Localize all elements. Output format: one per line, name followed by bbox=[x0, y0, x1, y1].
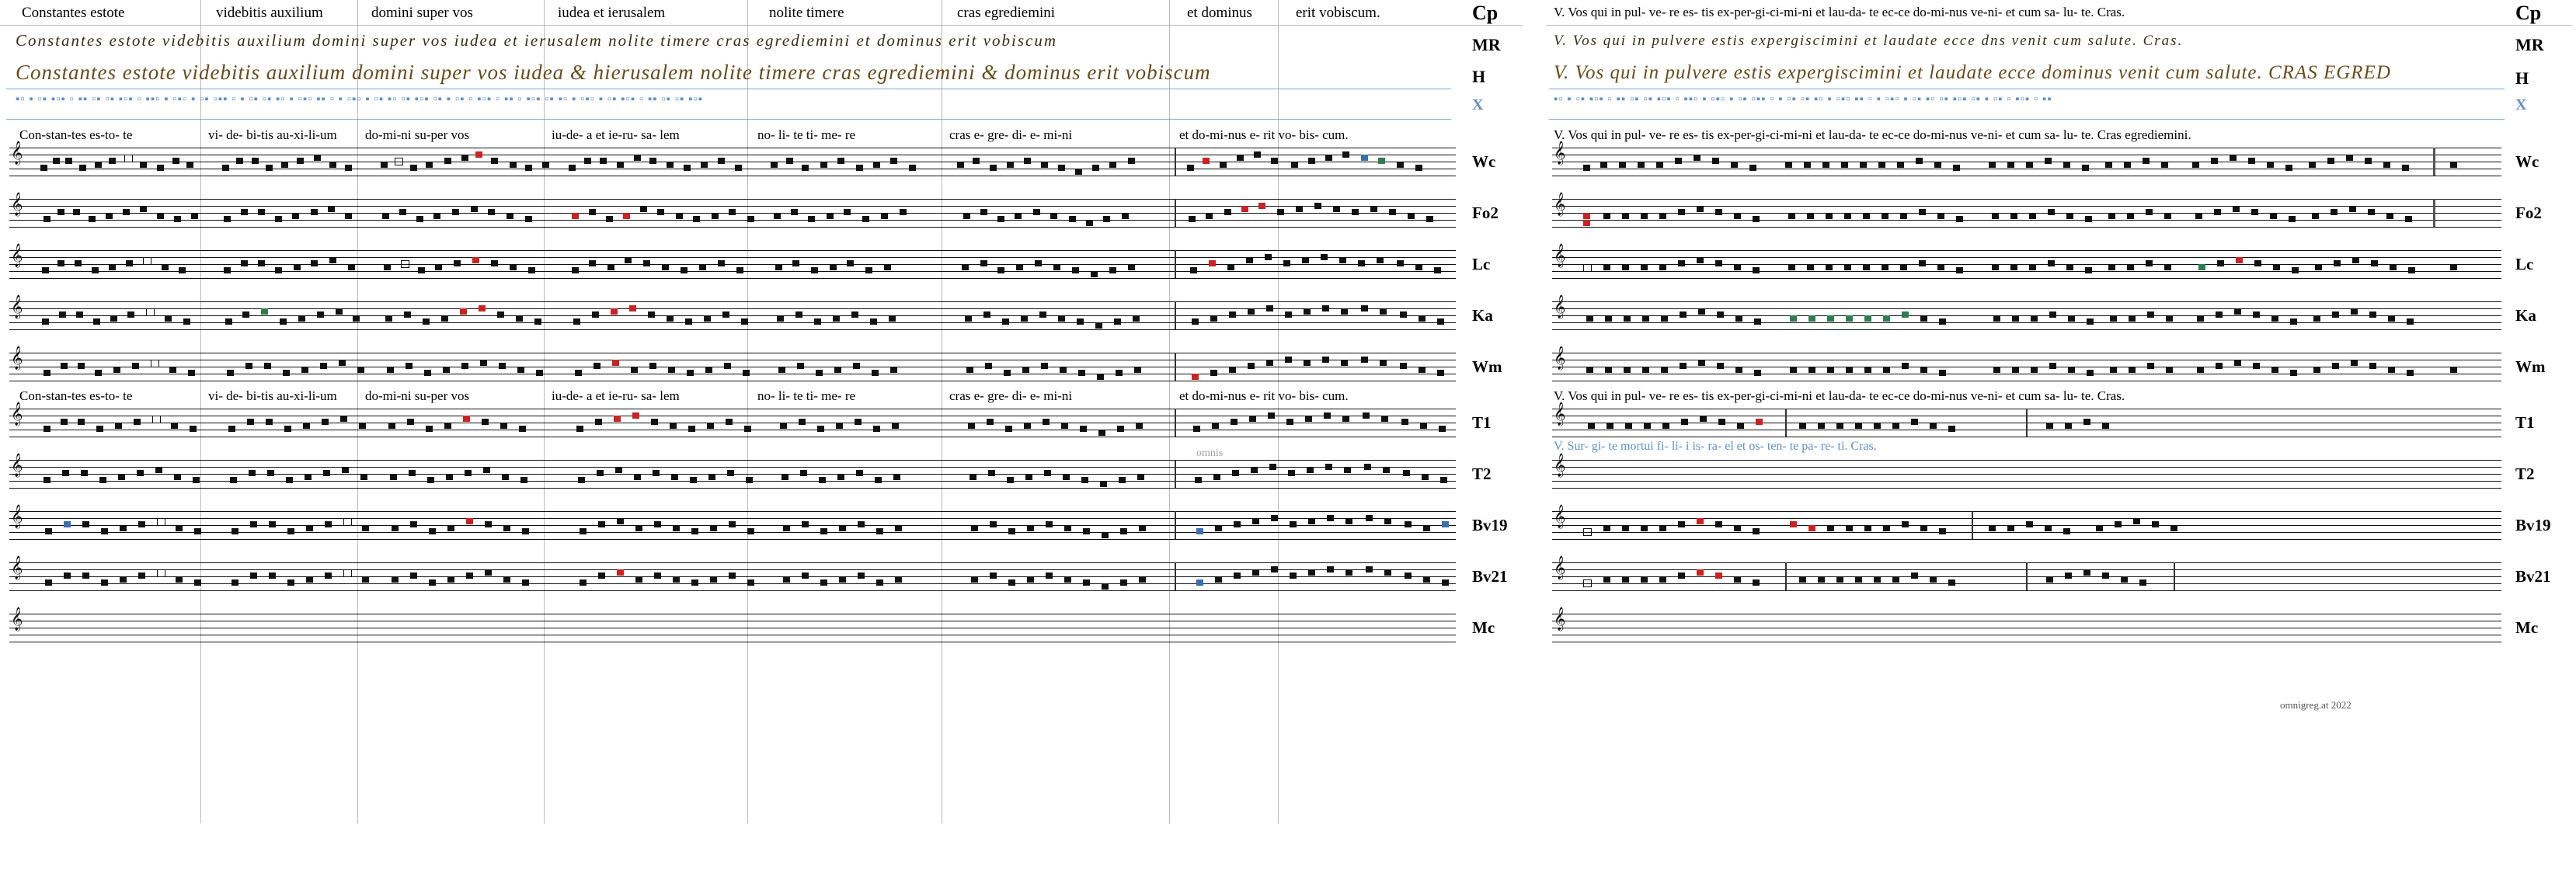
staff-t2-right bbox=[1552, 454, 2501, 488]
incipit-5: nolite timere bbox=[769, 5, 844, 21]
row-label-wc: Wc bbox=[1472, 152, 1496, 171]
row-label-mr-right: MR bbox=[2515, 35, 2544, 54]
clef-icon: 𝄞 bbox=[1554, 607, 1566, 631]
h-script-line: Constantes estote videbitis auxilium domini super vos iudea & hierusalem nolite timere cras egrediemini & dominus erit vobiscum bbox=[16, 61, 1211, 84]
barline bbox=[2026, 409, 2028, 437]
footer-credit: omnigreg.at 2022 bbox=[2280, 699, 2351, 711]
staff-mc-right bbox=[1552, 607, 2501, 642]
syllables-mid-4: iu-de- a et ie-ru- sa- lem bbox=[552, 388, 680, 403]
verse-syllables-t1: V. Vos qui in pul- ve- re es- tis ex-per-gi-ci-mi-ni et lau-da- te ec-ce do-mi-nus ve-ni- et cum sa- lu- te. Cras. bbox=[1554, 388, 2125, 403]
row-label-mc-right: Mc bbox=[2515, 618, 2539, 637]
row-label-ka: Ka bbox=[1472, 306, 1493, 325]
syllables-mid-5: no- li- te ti- me- re bbox=[757, 388, 856, 403]
clef-icon: 𝄞 bbox=[1554, 505, 1566, 528]
clef-icon: 𝄞 bbox=[11, 193, 23, 216]
row-label-t2-right: T2 bbox=[2515, 465, 2535, 483]
syllables-mid-7: et do-mi-nus e- rit vo- bis- cum. bbox=[1179, 388, 1349, 403]
staff-wc-right bbox=[1552, 141, 2501, 176]
syllables-top-1: Con-stan-tes es-to- te bbox=[19, 127, 133, 142]
clef-icon: 𝄞 bbox=[1554, 402, 1566, 426]
barline bbox=[2433, 148, 2435, 176]
clef-icon: 𝄞 bbox=[11, 244, 23, 267]
verse-incipit: V. Vos qui in pul- ve- re es- tis ex-per-gi-ci-mi-ni et lau-da- te ec-ce do-mi-nus ve-ni- et cum sa- lu- te. Cras. bbox=[1554, 5, 2125, 19]
barline bbox=[1175, 409, 1176, 437]
staff-bv19-right bbox=[1552, 505, 2501, 539]
row-label-h: H bbox=[1472, 67, 1486, 86]
staff-wc bbox=[9, 141, 1456, 176]
cp-label-left: Cp bbox=[1472, 2, 1499, 24]
row-label-lc: Lc bbox=[1472, 255, 1491, 273]
clef-icon: 𝄞 bbox=[1554, 556, 1566, 579]
clef-icon: 𝄞 bbox=[1554, 454, 1566, 477]
syllables-mid-6: cras e- gre- di- e- mi-ni bbox=[949, 388, 1073, 403]
staff-bv21 bbox=[9, 556, 1456, 590]
mr-script-line-right: V. Vos qui in pulvere estis expergiscimini et laudate ecce dns venit cum salute. Cras. bbox=[1554, 33, 2184, 49]
staff-t1-right bbox=[1552, 402, 2501, 437]
syllables-mid-1: Con-stan-tes es-to- te bbox=[19, 388, 133, 403]
syllables-top-3: do-mi-ni su-per vos bbox=[365, 127, 470, 142]
row-label-wc-right: Wc bbox=[2515, 152, 2539, 171]
staff-ka-right bbox=[1552, 295, 2501, 329]
staff-fo2-right bbox=[1552, 193, 2501, 227]
clef-icon: 𝄞 bbox=[11, 295, 23, 318]
barline bbox=[1175, 460, 1176, 488]
barline bbox=[1785, 409, 1787, 437]
row-label-wm-right: Wm bbox=[2515, 357, 2546, 376]
incipit-3: domini super vos bbox=[371, 5, 473, 21]
mr-script-line: Constantes estote videbitis auxilium domini super vos iudea et ierusalem nolite timere cras egrediemini et dominus erit vobiscum bbox=[16, 31, 1058, 50]
row-label-mc: Mc bbox=[1472, 618, 1495, 637]
row-label-h-right: H bbox=[2515, 68, 2529, 88]
row-label-t2: T2 bbox=[1472, 465, 1492, 483]
barline bbox=[1175, 250, 1176, 278]
syllables-top-6: cras e- gre- di- e- mi-ni bbox=[949, 127, 1073, 142]
staff-t1 bbox=[9, 402, 1456, 437]
syllables-mid-3: do-mi-ni su-per vos bbox=[365, 388, 470, 403]
row-label-bv21-right: Bv21 bbox=[2515, 567, 2551, 586]
incipit-6: cras egrediemini bbox=[957, 5, 1056, 21]
staff-wm bbox=[9, 346, 1456, 381]
barline bbox=[1972, 511, 1973, 539]
h-script-line-right: V. Vos qui in pulvere estis expergiscimini et laudate ecce dominus venit cum salute. CRAS EGRED bbox=[1554, 62, 2391, 83]
staff-wm-right bbox=[1552, 346, 2501, 381]
row-label-t1-right: T1 bbox=[2515, 413, 2535, 432]
incipit-8: erit vobiscum. bbox=[1296, 5, 1380, 21]
barline bbox=[2174, 562, 2175, 590]
syllables-top-7: et do-mi-nus e- rit vo- bis- cum. bbox=[1179, 127, 1349, 142]
clef-icon: 𝄞 bbox=[11, 402, 23, 426]
clef-icon: 𝄞 bbox=[11, 454, 23, 477]
x-script-line-right: ▪▫ ▪ ▫▪ ▪▫▪ ▫ ▪▪ ▫▪ ▫▪ ▪▫▪ ▫ ▪▪▫ ▪ ▫▪▫ ▪ ▫▪ ▫▪▪ ▫ ▪ ▫▪ ▫▪ ▪▫ ▪ ▫▪▫ ▪▪ ▫ ▪ ▫▪▫ ▪ ▫▪ ▪▫ ▫▪ ▪▫▪ ▫▪ ▪ ▫▪ ▫ ▪▫▪ ▫ ▪▪ bbox=[1554, 93, 2052, 106]
clef-icon: 𝄞 bbox=[11, 141, 23, 165]
barline bbox=[1175, 353, 1176, 381]
clef-icon: 𝄞 bbox=[11, 556, 23, 579]
barline bbox=[1175, 511, 1176, 539]
verse-syllables-wc: V. Vos qui in pul- ve- re es- tis ex-per-gi-ci-mi-ni et lau-da- te ec-ce do-mi-nus ve-ni- et cum sa- lu- te. Cras egrediemini. bbox=[1554, 127, 2191, 142]
row-label-x-right: X bbox=[2515, 96, 2527, 113]
t1-faded-annotation: omnis bbox=[1196, 447, 1224, 459]
t2-verse-text-right: V. Sur- gi- te mortui fi- li- i is- ra- el et os- ten- te pa- re- ti. Cras. bbox=[1554, 440, 1877, 453]
clef-icon: 𝄞 bbox=[1554, 141, 1566, 165]
row-label-lc-right: Lc bbox=[2515, 255, 2534, 273]
staff-t2 bbox=[9, 454, 1456, 488]
incipit-2: videbitis auxilium bbox=[216, 5, 323, 21]
syllables-top-5: no- li- te ti- me- re bbox=[757, 127, 856, 142]
clef-icon: 𝄞 bbox=[1554, 244, 1566, 267]
barline bbox=[1175, 301, 1176, 329]
staff-fo2 bbox=[9, 193, 1456, 227]
staff-mc bbox=[9, 607, 1456, 642]
staff-lc-right bbox=[1552, 244, 2501, 278]
clef-icon: 𝄞 bbox=[1554, 295, 1566, 318]
row-label-bv19-right: Bv19 bbox=[2515, 516, 2551, 534]
row-label-ka-right: Ka bbox=[2515, 306, 2536, 325]
staff-bv21-right bbox=[1552, 556, 2501, 590]
header-rule bbox=[0, 25, 1523, 26]
barline bbox=[2026, 562, 2028, 590]
row-label-mr: MR bbox=[1472, 35, 1501, 54]
clef-icon: 𝄞 bbox=[11, 505, 23, 528]
clef-icon: 𝄞 bbox=[1554, 193, 1566, 216]
syllables-mid-2: vi- de- bi-tis au-xi-li-um bbox=[208, 388, 337, 403]
incipit-1: Constantes estote bbox=[22, 5, 125, 21]
row-label-t1: T1 bbox=[1472, 413, 1492, 432]
clef-icon: 𝄞 bbox=[11, 346, 23, 370]
syllables-top-2: vi- de- bi-tis au-xi-li-um bbox=[208, 127, 337, 142]
clef-icon: 𝄞 bbox=[1554, 346, 1566, 370]
row-label-bv19: Bv19 bbox=[1472, 516, 1508, 534]
row-label-fo2: Fo2 bbox=[1472, 204, 1499, 222]
staff-ka bbox=[9, 295, 1456, 329]
incipit-4: iudea et ierusalem bbox=[558, 5, 666, 21]
header-rule bbox=[1546, 25, 2571, 26]
barline bbox=[2433, 199, 2435, 227]
row-label-wm: Wm bbox=[1472, 357, 1502, 376]
barline bbox=[1785, 562, 1787, 590]
syllables-top-4: iu-de- a et ie-ru- sa- lem bbox=[552, 127, 680, 142]
staff-bv19 bbox=[9, 505, 1456, 539]
barline bbox=[1175, 148, 1176, 176]
staff-lc bbox=[9, 244, 1456, 278]
clef-icon: 𝄞 bbox=[11, 607, 23, 631]
x-script-line: ▪▫ ▪ ▫▪ ▪▫▪ ▫ ▪▪ ▫▪ ▫▪ ▪▫▪ ▫ ▪▪▫ ▪ ▫▪▫ ▪ ▫▪ ▫▪▪ ▫ ▪ ▫▪ ▫▪ ▪▫ ▪ ▫▪▫ ▪▪ ▫ ▪ ▫▪▫ ▪ ▫▪ ▪▫ ▫▪ ▪▫▪ ▫▪ ▪ ▫▪ ▫ ▪▫▪ ▫ ▪▪ ▫ ▪▫▪ ▫▪ ▪▫ ▪ ▫▪▫ ▪ ▫▪ ▪▫▪ ▫ ▪▪ ▫▪ ▫▪ ▪▫▪ bbox=[16, 93, 704, 106]
barline bbox=[1175, 199, 1176, 227]
barline bbox=[1175, 562, 1176, 590]
row-label-x: X bbox=[1472, 96, 1484, 113]
row-label-bv21: Bv21 bbox=[1472, 567, 1508, 586]
incipit-7: et dominus bbox=[1187, 5, 1252, 21]
cp-label-right: Cp bbox=[2515, 2, 2542, 24]
row-label-fo2-right: Fo2 bbox=[2515, 204, 2542, 222]
right-panel bbox=[1546, 0, 2576, 870]
